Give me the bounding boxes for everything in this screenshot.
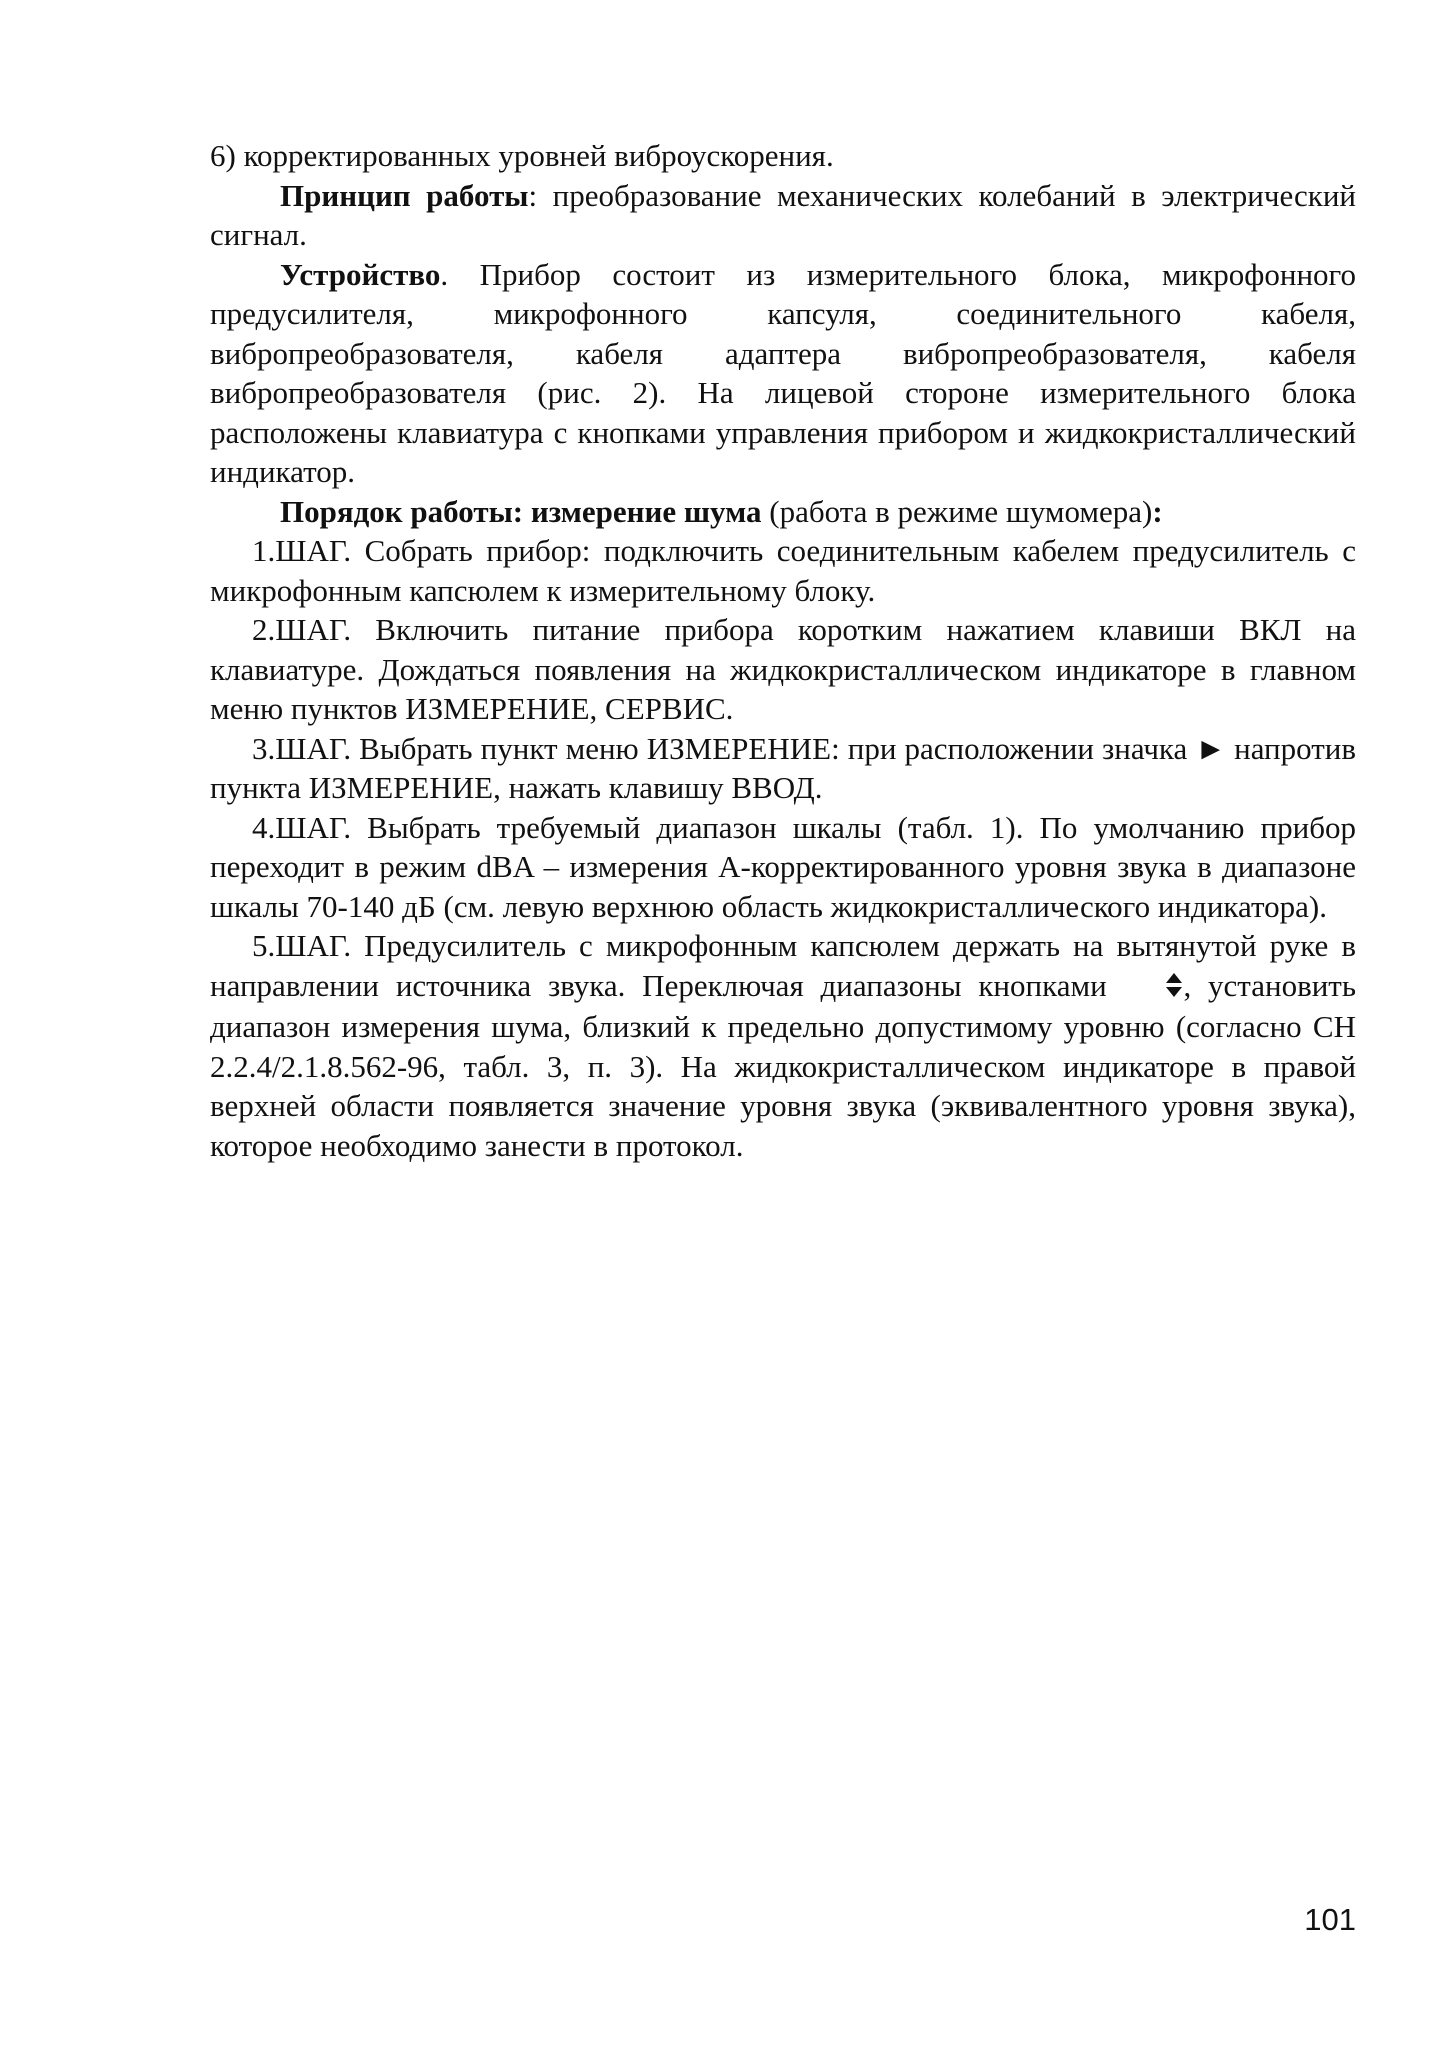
step-2-text: 2.ШАГ. Включить питание прибора коротким нажатием клавиши ВКЛ на клавиатуре. Дождаться появления на жидкокристаллическом индикаторе в главном меню пунктов ИЗМЕРЕНИЕ, СЕРВИС.	[210, 612, 1356, 726]
step-4	[210, 808, 1356, 927]
document-page	[210, 136, 1356, 1165]
step-1-text: 1.ШАГ. Собрать прибор: подключить соединительным кабелем предусилитель с микрофонным капсюлем к измерительному блоку.	[210, 533, 1356, 608]
step-3	[210, 729, 1356, 808]
step-4-text: 4.ШАГ. Выбрать требуемый диапазон шкалы (табл. 1). По умолчанию прибор переходит в режим dBA – измерения А-корректированного уровня звука в диапазоне шкалы 70-140 дБ (см. левую верхнюю область жидкокристаллического индикатора).	[210, 809, 1356, 924]
step-3-text: 3.ШАГ. Выбрать пункт меню ИЗМЕРЕНИЕ: при расположении значка ► напротив пункта ИЗМЕРЕНИЕ, нажать клавишу ВВОД.	[210, 730, 1356, 805]
principle-label: Принцип работы	[280, 177, 529, 213]
up-down-arrows-icon	[1123, 968, 1183, 1008]
principle-text: : преобразование механических колебаний в электрический сигнал.	[210, 177, 1357, 252]
principle-paragraph	[210, 176, 1356, 255]
step-2	[210, 610, 1356, 729]
order-colon: :	[1152, 493, 1163, 529]
order-text: (работа в режиме шумомера)	[761, 493, 1153, 529]
device-paragraph	[210, 255, 1356, 492]
step-5-text-before: 5.ШАГ. Предусилитель с микрофонным капсюлем держать на вытянутой руке в направлении источника звука. Переключая диапазоны кнопками	[210, 928, 1356, 1003]
page-number: 101	[1304, 1902, 1356, 1937]
step-5	[210, 926, 1356, 1165]
list-item-6	[210, 136, 1356, 176]
device-label: Устройство	[280, 256, 441, 292]
device-text: . Прибор состоит из измерительного блока, микрофонного предусилителя, микрофонного капсуля, соединительного кабеля, вибропреобразователя, кабеля адаптера вибропреобразователя, кабеля вибропреобразователя (рис. 2). На лицевой стороне измерительного блока расположены клавиатура с кнопками управления прибором и жидкокристаллический индикатор.	[210, 256, 1356, 489]
step-5-text-after: , установить диапазон измерения шума, близкий к предельно допустимому уровню (согласно СН 2.2.4/2.1.8.562-96, табл. 3, п. 3). На жидкокристаллическом индикаторе в правой верхней области появляется значение уровня звука (эквивалентного уровня звука), которое необходимо занести в протокол.	[210, 967, 1356, 1163]
order-heading	[210, 492, 1356, 532]
order-label: Порядок работы: измерение шума	[280, 493, 762, 529]
list-item-6-text: 6) корректированных уровней виброускорения.	[210, 138, 834, 173]
step-1	[210, 531, 1356, 610]
